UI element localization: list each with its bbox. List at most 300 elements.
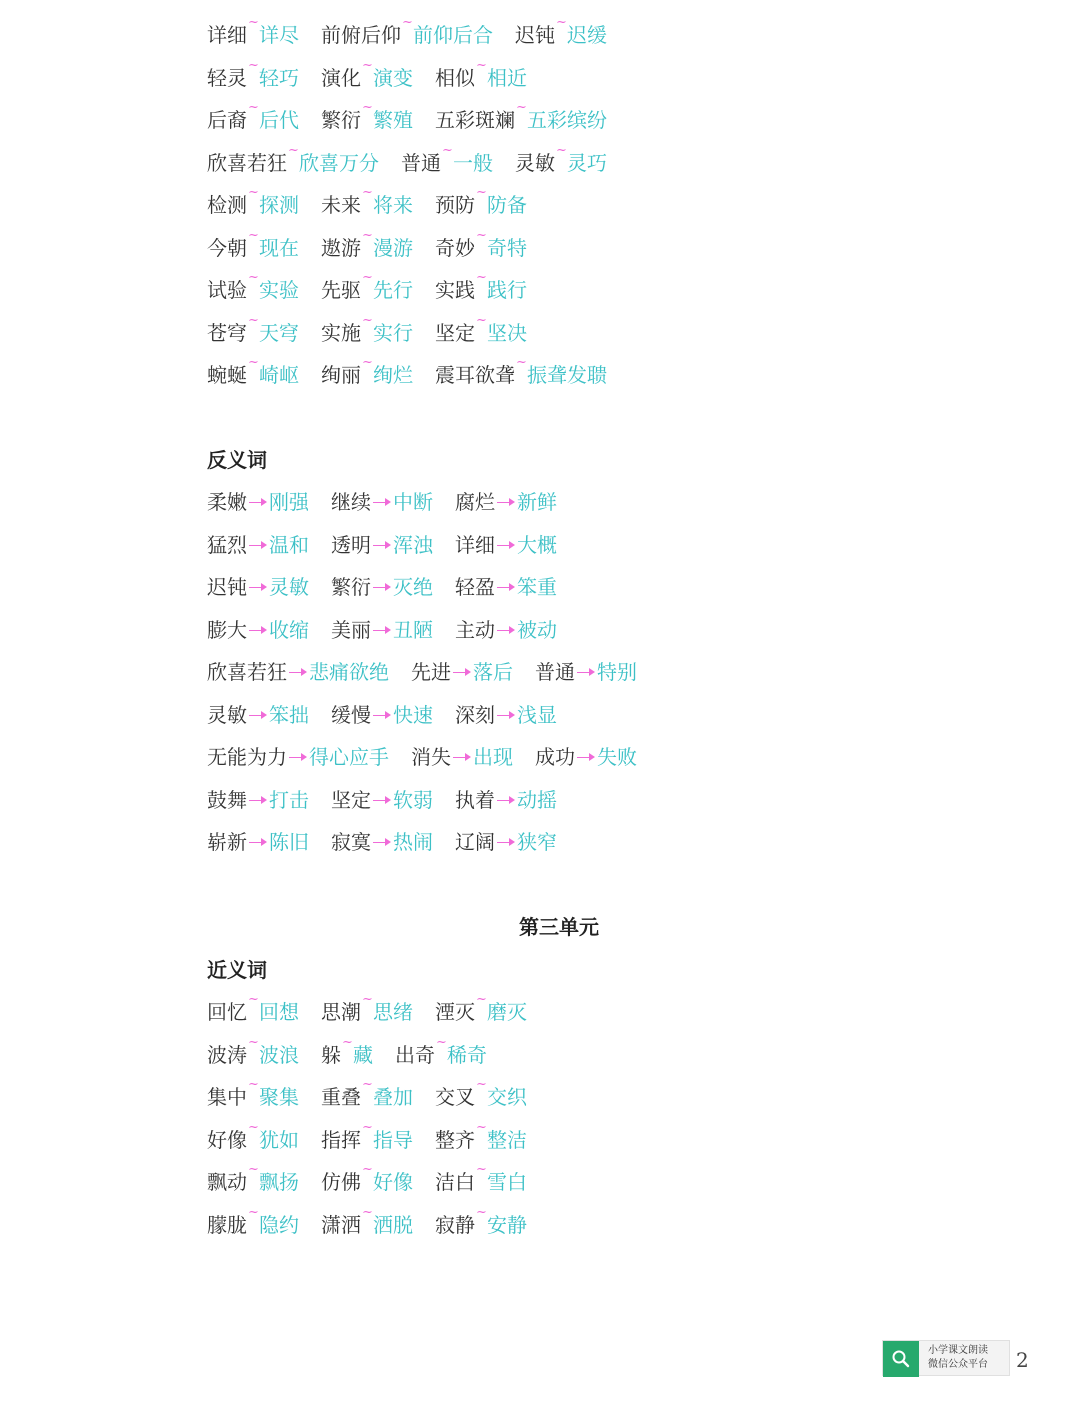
- tilde-separator: ~: [362, 227, 373, 243]
- antonym-pair: [331, 615, 433, 645]
- arrow-right-icon: [371, 615, 393, 645]
- antonym-word: 热闹: [393, 830, 433, 854]
- arrow-right-icon: [247, 487, 269, 517]
- arrow-right-icon: [371, 572, 393, 602]
- word: 繁衍: [321, 108, 361, 132]
- synonym-word: 一般: [453, 150, 493, 175]
- word: 躲: [321, 1042, 341, 1067]
- synonym-row: [207, 100, 607, 135]
- antonym-row: [207, 827, 557, 857]
- synonym-word: 崎岖: [259, 363, 299, 387]
- synonym-pair: [321, 185, 413, 220]
- tilde-separator: ~: [288, 142, 299, 158]
- antonym-word: 狭窄: [517, 830, 557, 854]
- word: 试验: [207, 278, 247, 302]
- synonym-word: 安静: [487, 1212, 527, 1237]
- synonym-word: 坚决: [487, 320, 527, 345]
- synonym-pair: [207, 57, 299, 93]
- tilde-separator: ~: [476, 1119, 487, 1135]
- synonym-row: [207, 1119, 527, 1155]
- word: 波涛: [207, 1042, 247, 1067]
- antonym-pair: [331, 572, 433, 602]
- synonym-row: [207, 227, 527, 263]
- synonym-word: 灵巧: [567, 150, 607, 175]
- word: 仿佛: [321, 1170, 361, 1194]
- synonym-pair: [435, 1162, 527, 1197]
- synonym-row: [207, 15, 607, 50]
- arrow-right-icon: [287, 657, 309, 687]
- word: 成功: [535, 745, 575, 769]
- synonym-word: 好像: [373, 1170, 413, 1194]
- antonym-word: 灵敏: [269, 575, 309, 599]
- synonym-row: [207, 142, 607, 178]
- synonym-pair: [207, 270, 299, 305]
- page-number: 2: [1016, 1348, 1029, 1372]
- tilde-separator: ~: [476, 57, 487, 73]
- tilde-separator: ~: [476, 227, 487, 243]
- antonym-pair: [331, 487, 433, 517]
- arrow-right-icon: [247, 572, 269, 602]
- word: 整齐: [435, 1127, 475, 1152]
- synonym-word: 实行: [373, 320, 413, 345]
- tilde-separator: ~: [402, 15, 413, 30]
- synonym-pair: [401, 142, 493, 178]
- synonym-word: 欣喜万分: [299, 150, 379, 175]
- antonym-pair: [331, 530, 433, 560]
- synonym-word: 聚集: [259, 1085, 299, 1109]
- antonym-pair: [207, 572, 309, 602]
- word: 飘动: [207, 1170, 247, 1194]
- tilde-separator: ~: [248, 1034, 259, 1050]
- word: 预防: [435, 193, 475, 217]
- synonym-word: 振聋发聩: [527, 363, 607, 387]
- word: 蜿蜒: [207, 363, 247, 387]
- antonym-word: 出现: [473, 745, 513, 769]
- word: 继续: [331, 490, 371, 514]
- arrow-right-icon: [247, 700, 269, 730]
- word: 灵敏: [207, 702, 247, 727]
- word: 未来: [321, 193, 361, 217]
- word: 先进: [411, 660, 451, 684]
- tilde-separator: ~: [362, 185, 373, 200]
- antonym-word: 刚强: [269, 490, 309, 514]
- antonym-pair: [455, 572, 557, 602]
- word: 苍穹: [207, 320, 247, 345]
- word: 洁白: [435, 1170, 475, 1194]
- arrow-right-icon: [247, 785, 269, 815]
- tilde-separator: ~: [476, 1204, 487, 1220]
- synonym-pair: [435, 1204, 527, 1240]
- word: 实践: [435, 278, 475, 302]
- antonym-word: 丑陋: [393, 617, 433, 642]
- antonym-pair: [535, 657, 637, 687]
- synonym-word: 将来: [373, 193, 413, 217]
- synonym-pair: [321, 1034, 373, 1070]
- antonym-pair: [207, 827, 309, 857]
- synonym-pair: [207, 1119, 299, 1155]
- synonym-pair: [207, 185, 299, 220]
- word: 灵敏: [515, 150, 555, 175]
- synonym-pair: [435, 355, 607, 390]
- antonym-word: 收缩: [269, 617, 309, 642]
- synonym-word: 磨灭: [487, 1000, 527, 1024]
- antonym-pair: [331, 785, 433, 815]
- antonym-word: 笨拙: [269, 702, 309, 727]
- word: 详细: [207, 23, 247, 47]
- synonym-row: [207, 992, 527, 1027]
- word: 演化: [321, 65, 361, 90]
- synonym-word: 整洁: [487, 1127, 527, 1152]
- antonym-pair: [535, 742, 637, 772]
- word: 主动: [455, 617, 495, 642]
- word: 坚定: [435, 320, 475, 345]
- synonym-word: 先行: [373, 278, 413, 302]
- antonym-pair: [455, 827, 557, 857]
- unit3-title: 第三单元: [519, 915, 599, 939]
- search-icon: [883, 1341, 919, 1377]
- word: 腐烂: [455, 490, 495, 514]
- word: 湮灭: [435, 1000, 475, 1024]
- synonym-word: 演变: [373, 65, 413, 90]
- tilde-separator: ~: [248, 1077, 259, 1092]
- synonym-pair: [395, 1034, 487, 1070]
- antonym-row: [207, 572, 557, 602]
- antonym-pair: [207, 785, 309, 815]
- word: 繁衍: [331, 575, 371, 599]
- arrow-right-icon: [495, 615, 517, 645]
- arrow-right-icon: [451, 657, 473, 687]
- word: 欣喜若狂: [207, 660, 287, 684]
- synonym-pair: [207, 312, 299, 348]
- antonym-word: 大概: [517, 532, 557, 557]
- word: 检测: [207, 193, 247, 217]
- word: 消失: [411, 745, 451, 769]
- synonym-row: [207, 1034, 487, 1070]
- antonym-pair: [455, 700, 557, 730]
- arrow-right-icon: [247, 615, 269, 645]
- arrow-right-icon: [495, 487, 517, 517]
- antonym-word: 落后: [473, 660, 513, 684]
- wechat-badge: [882, 1340, 1010, 1376]
- synonym-pair: [435, 270, 527, 305]
- synonym-word: 探测: [259, 193, 299, 217]
- synonym-pair: [435, 185, 527, 220]
- synonym-pair: [435, 57, 527, 93]
- tilde-separator: ~: [476, 992, 487, 1007]
- synonym-word: 犹如: [259, 1127, 299, 1152]
- antonym-word: 悲痛欲绝: [309, 660, 389, 684]
- synonym-pair: [435, 227, 527, 263]
- tilde-separator: ~: [248, 100, 259, 115]
- antonym-row: [207, 700, 557, 730]
- word: 指挥: [321, 1127, 361, 1152]
- synonym-pair: [321, 1204, 413, 1240]
- antonym-word: 软弱: [393, 787, 433, 812]
- tilde-separator: ~: [362, 1119, 373, 1135]
- tilde-separator: ~: [556, 15, 567, 30]
- arrow-right-icon: [247, 530, 269, 560]
- word: 普通: [535, 660, 575, 684]
- antonym-pair: [455, 615, 557, 645]
- synonym-pair: [321, 1162, 413, 1197]
- synonyms-heading: 近义词: [207, 958, 267, 982]
- synonym-word: 后代: [259, 108, 299, 132]
- word: 好像: [207, 1127, 247, 1152]
- word: 震耳欲聋: [435, 363, 515, 387]
- tilde-separator: ~: [516, 100, 527, 115]
- synonym-pair: [207, 1077, 299, 1112]
- antonym-word: 温和: [269, 532, 309, 557]
- word: 轻灵: [207, 65, 247, 90]
- synonym-pair: [321, 1119, 413, 1155]
- synonym-word: 前仰后合: [413, 23, 493, 47]
- tilde-separator: ~: [516, 355, 527, 370]
- word: 膨大: [207, 617, 247, 642]
- synonym-pair: [515, 142, 607, 178]
- word: 先驱: [321, 278, 361, 302]
- synonym-word: 指导: [373, 1127, 413, 1152]
- word: 执着: [455, 787, 495, 812]
- synonym-pair: [321, 992, 413, 1027]
- word: 今朝: [207, 235, 247, 260]
- badge-line-1: 小学课文朗读: [928, 1345, 988, 1356]
- word: 美丽: [331, 617, 371, 642]
- synonym-row: [207, 355, 607, 390]
- word: 回忆: [207, 1000, 247, 1024]
- arrow-right-icon: [495, 827, 517, 857]
- antonym-word: 浑浊: [393, 532, 433, 557]
- synonym-pair: [207, 15, 299, 50]
- synonym-pair: [321, 100, 413, 135]
- arrow-right-icon: [371, 827, 393, 857]
- antonym-word: 中断: [393, 490, 433, 514]
- arrow-right-icon: [495, 572, 517, 602]
- badge-text: [928, 1344, 988, 1372]
- tilde-separator: ~: [248, 992, 259, 1007]
- synonym-word: 波浪: [259, 1042, 299, 1067]
- synonym-word: 相近: [487, 65, 527, 90]
- antonym-word: 灭绝: [393, 575, 433, 599]
- synonym-pair: [435, 1119, 527, 1155]
- tilde-separator: ~: [248, 1162, 259, 1177]
- word: 缓慢: [331, 702, 371, 727]
- word: 深刻: [455, 702, 495, 727]
- antonym-row: [207, 785, 557, 815]
- synonym-pair: [435, 992, 527, 1027]
- synonym-word: 轻巧: [259, 65, 299, 90]
- tilde-separator: ~: [342, 1034, 353, 1050]
- synonym-word: 稀奇: [447, 1042, 487, 1067]
- arrow-right-icon: [495, 785, 517, 815]
- tilde-separator: ~: [362, 312, 373, 328]
- tilde-separator: ~: [248, 15, 259, 30]
- antonym-word: 打击: [269, 787, 309, 812]
- antonym-pair: [207, 700, 309, 730]
- antonyms-heading: 反义词: [207, 448, 267, 472]
- tilde-separator: ~: [362, 270, 373, 285]
- word: 迟钝: [515, 23, 555, 47]
- antonym-word: 特别: [597, 660, 637, 684]
- tilde-separator: ~: [476, 270, 487, 285]
- antonym-pair: [331, 700, 433, 730]
- antonym-row: [207, 742, 637, 772]
- synonym-row: [207, 1162, 527, 1197]
- tilde-separator: ~: [362, 1204, 373, 1220]
- tilde-separator: ~: [362, 1077, 373, 1092]
- word: 辽阔: [455, 830, 495, 854]
- word: 集中: [207, 1085, 247, 1109]
- tilde-separator: ~: [476, 1077, 487, 1092]
- tilde-separator: ~: [362, 100, 373, 115]
- synonym-pair: [435, 1077, 527, 1112]
- word: 前俯后仰: [321, 23, 401, 47]
- tilde-separator: ~: [248, 185, 259, 200]
- word: 鼓舞: [207, 787, 247, 812]
- synonym-pair: [515, 15, 607, 50]
- word: 透明: [331, 532, 371, 557]
- word: 无能为力: [207, 745, 287, 769]
- word: 遨游: [321, 235, 361, 260]
- synonym-word: 五彩缤纷: [527, 108, 607, 132]
- word: 出奇: [395, 1042, 435, 1067]
- synonym-word: 雪白: [487, 1170, 527, 1194]
- synonym-word: 回想: [259, 1000, 299, 1024]
- word: 寂寞: [331, 830, 371, 854]
- arrow-right-icon: [575, 742, 597, 772]
- arrow-right-icon: [575, 657, 597, 687]
- synonym-word: 隐约: [259, 1212, 299, 1237]
- synonym-word: 奇特: [487, 235, 527, 260]
- synonym-row: [207, 270, 527, 305]
- synonym-pair: [207, 1204, 299, 1240]
- word: 实施: [321, 320, 361, 345]
- antonym-word: 被动: [517, 617, 557, 642]
- word: 五彩斑斓: [435, 108, 515, 132]
- synonym-row: [207, 185, 527, 220]
- antonym-row: [207, 657, 637, 687]
- antonym-pair: [455, 487, 557, 517]
- word: 坚定: [331, 787, 371, 812]
- word: 潇洒: [321, 1212, 361, 1237]
- arrow-right-icon: [495, 700, 517, 730]
- tilde-separator: ~: [436, 1034, 447, 1050]
- synonym-pair: [207, 1034, 299, 1070]
- word: 柔嫩: [207, 490, 247, 514]
- tilde-separator: ~: [248, 1119, 259, 1135]
- word: 朦胧: [207, 1212, 247, 1237]
- tilde-separator: ~: [248, 355, 259, 370]
- synonym-word: 践行: [487, 278, 527, 302]
- tilde-separator: ~: [362, 57, 373, 73]
- tilde-separator: ~: [362, 992, 373, 1007]
- synonym-pair: [321, 15, 493, 50]
- word: 普通: [401, 150, 441, 175]
- antonym-pair: [331, 827, 433, 857]
- synonym-word: 叠加: [373, 1085, 413, 1109]
- word: 寂静: [435, 1212, 475, 1237]
- word: 奇妙: [435, 235, 475, 260]
- tilde-separator: ~: [556, 142, 567, 158]
- synonym-pair: [207, 1162, 299, 1197]
- synonym-pair: [321, 57, 413, 93]
- synonym-row: [207, 1077, 527, 1112]
- antonym-pair: [455, 785, 557, 815]
- antonym-pair: [455, 530, 557, 560]
- word: 交叉: [435, 1085, 475, 1109]
- antonym-pair: [207, 530, 309, 560]
- synonym-pair: [321, 270, 413, 305]
- antonym-pair: [207, 487, 309, 517]
- word: 轻盈: [455, 575, 495, 599]
- synonym-word: 洒脱: [373, 1212, 413, 1237]
- synonym-pair: [321, 355, 413, 390]
- antonym-pair: [207, 657, 389, 687]
- antonym-word: 笨重: [517, 575, 557, 599]
- synonym-pair: [207, 227, 299, 263]
- arrow-right-icon: [371, 530, 393, 560]
- word: 相似: [435, 65, 475, 90]
- synonym-pair: [207, 992, 299, 1027]
- synonym-word: 藏: [353, 1042, 373, 1067]
- tilde-separator: ~: [476, 1162, 487, 1177]
- antonym-word: 失败: [597, 745, 637, 769]
- synonym-word: 绚烂: [373, 363, 413, 387]
- antonym-word: 浅显: [517, 702, 557, 727]
- synonym-pair: [321, 312, 413, 348]
- synonym-word: 实验: [259, 278, 299, 302]
- word: 后裔: [207, 108, 247, 132]
- antonym-row: [207, 615, 557, 645]
- tilde-separator: ~: [362, 355, 373, 370]
- synonym-pair: [435, 100, 607, 135]
- synonym-word: 迟缓: [567, 23, 607, 47]
- arrow-right-icon: [371, 487, 393, 517]
- tilde-separator: ~: [248, 270, 259, 285]
- word: 欣喜若狂: [207, 150, 287, 175]
- synonym-pair: [207, 142, 379, 178]
- synonym-word: 防备: [487, 193, 527, 217]
- tilde-separator: ~: [248, 227, 259, 243]
- badge-line-2: 微信公众平台: [928, 1359, 988, 1370]
- synonym-pair: [321, 227, 413, 263]
- synonym-row: [207, 312, 527, 348]
- word: 猛烈: [207, 532, 247, 557]
- word: 思潮: [321, 1000, 361, 1024]
- synonym-row: [207, 57, 527, 93]
- tilde-separator: ~: [476, 312, 487, 328]
- synonym-pair: [207, 355, 299, 390]
- synonym-pair: [321, 1077, 413, 1112]
- synonym-word: 交织: [487, 1085, 527, 1109]
- synonym-word: 漫游: [373, 235, 413, 260]
- antonym-word: 得心应手: [309, 745, 389, 769]
- arrow-right-icon: [247, 827, 269, 857]
- antonym-pair: [207, 742, 389, 772]
- arrow-right-icon: [495, 530, 517, 560]
- antonym-pair: [411, 742, 513, 772]
- tilde-separator: ~: [248, 312, 259, 328]
- antonym-word: 动摇: [517, 787, 557, 812]
- synonym-pair: [435, 312, 527, 348]
- word: 迟钝: [207, 575, 247, 599]
- antonym-word: 快速: [393, 702, 433, 727]
- synonym-word: 详尽: [259, 23, 299, 47]
- tilde-separator: ~: [476, 185, 487, 200]
- synonym-word: 现在: [259, 235, 299, 260]
- antonym-pair: [207, 615, 309, 645]
- antonym-word: 陈旧: [269, 830, 309, 854]
- arrow-right-icon: [287, 742, 309, 772]
